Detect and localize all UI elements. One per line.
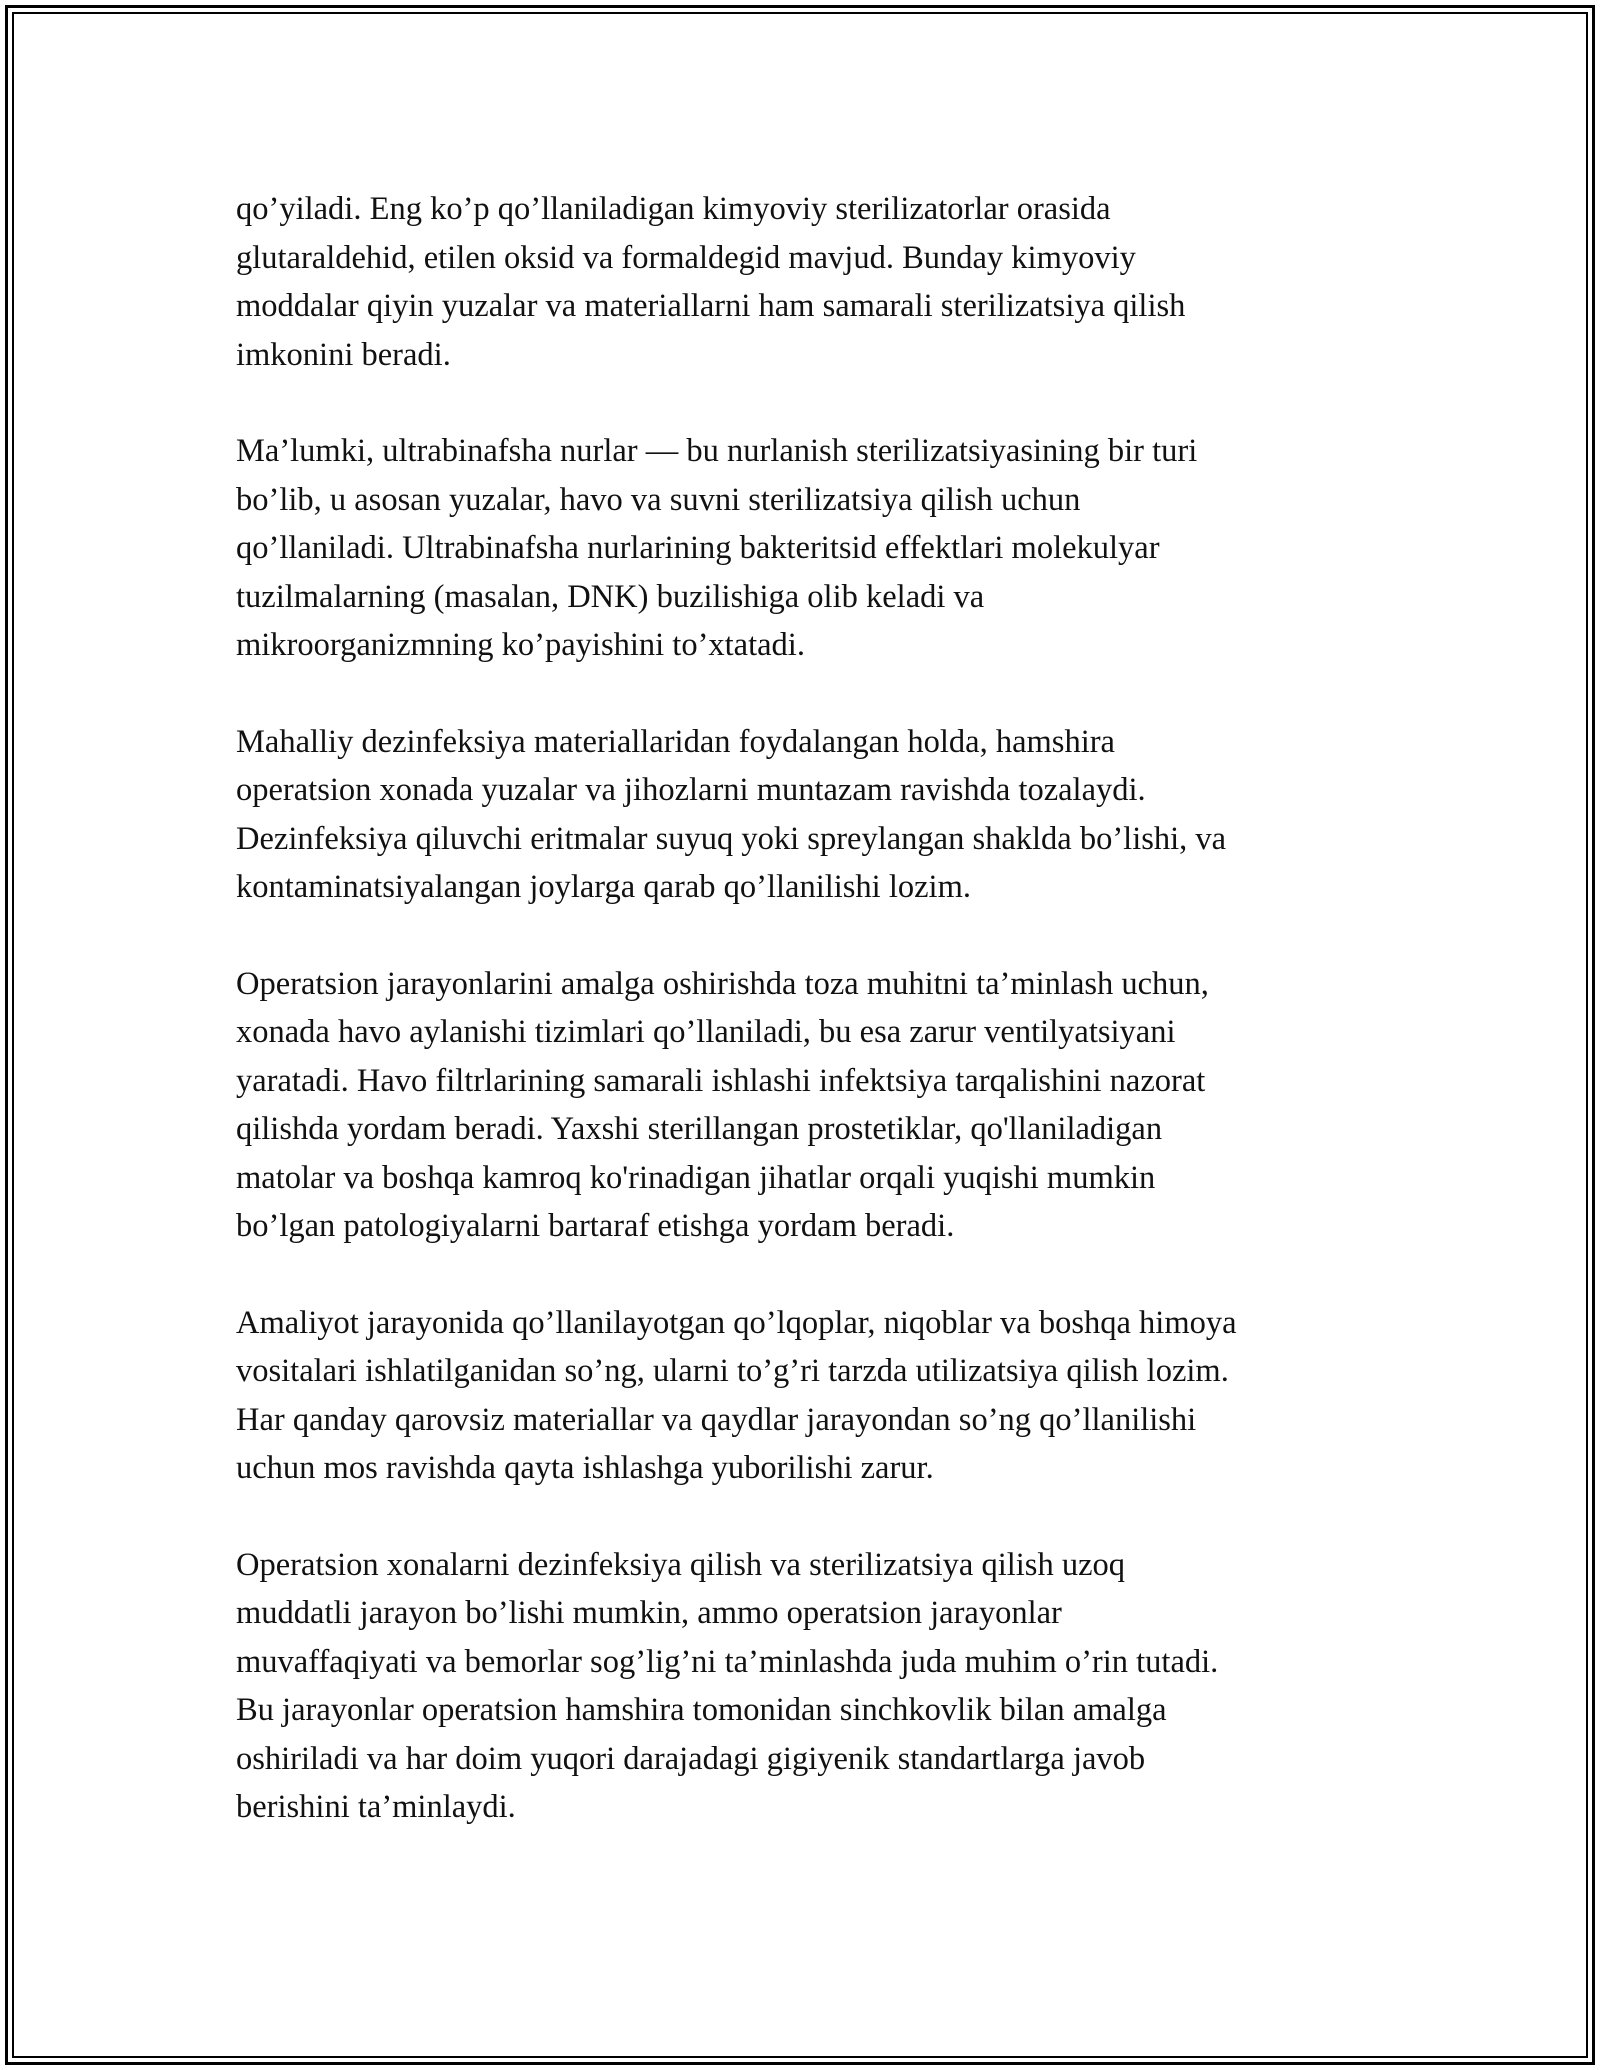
paragraph-5: Amaliyot jarayonida qo’llanilayotgan qo’lqoplar, niqoblar va boshqa himoya vositalari ishlatilganidan so’ng, ularni to’g’ri tarzda utilizatsiya qilish lozim. Har qanday qarovsiz materiallar va qaydlar jarayondan so’ng qo’llanilishi uchun mos ravishda qayta ishlashga yuborilishi zarur. — [236, 1304, 1237, 1486]
document-body — [236, 185, 1386, 1880]
paragraph-6: Operatsion xonalarni dezinfeksiya qilish va sterilizatsiya qilish uzoq muddatli jarayon bo’lishi mumkin, ammo operatsion jarayonlar muvaffaqiyati va bemorlar sog’lig’ni ta’minlashda juda muhim o’rin tutadi. Bu jarayonlar operatsion hamshira tomonidan sinchkovlik bilan amalga oshiriladi va har doim yuqori darajadagi gigiyenik standartlarga javob berishini ta’minlaydi. — [236, 1546, 1219, 1825]
paragraph-2: Ma’lumki, ultrabinafsha nurlar — bu nurlanish sterilizatsiyasining bir turi bo’lib, u asosan yuzalar, havo va suvni sterilizatsiya qilish uchun qo’llaniladi. Ultrabinafsha nurlarining bakteritsid effektlari molekulyar tuzilmalarning (masalan, DNK) buzilishiga olib keladi va mikroorganizmning ko’payishini to’xtatadi. — [236, 433, 1198, 663]
paragraph-4: Operatsion jarayonlarini amalga oshirishda toza muhitni ta’minlash uchun, xonada havo aylanishi tizimlari qo’llaniladi, bu esa zarur ventilyatsiyani yaratadi. Havo filtrlarining samarali ishlashi infektsiya tarqalishini nazorat qilishda yordam beradi. Yaxshi sterillangan prostetiklar, qo'llaniladigan matolar va boshqa kamroq ko'rinadigan jihatlar orqali yuqishi mumkin bo’lgan patologiyalarni bartaraf etishga yordam beradi. — [236, 965, 1209, 1244]
paragraph-1: qo’yiladi. Eng ko’p qo’llaniladigan kimyoviy sterilizatorlar orasida glutaraldehid, etilen oksid va formaldegid mavjud. Bunday kimyoviy moddalar qiyin yuzalar va materiallarni ham samarali sterilizatsiya qilish imkonini beradi. — [236, 191, 1186, 373]
paragraph-3: Mahalliy dezinfeksiya materiallaridan foydalangan holda, hamshira operatsion xonada yuzalar va jihozlarni muntazam ravishda tozalaydi. Dezinfeksiya qiluvchi eritmalar suyuq yoki spreylangan shaklda bo’lishi, va kontaminatsiyalangan joylarga qarab qo’llanilishi lozim. — [236, 723, 1227, 905]
